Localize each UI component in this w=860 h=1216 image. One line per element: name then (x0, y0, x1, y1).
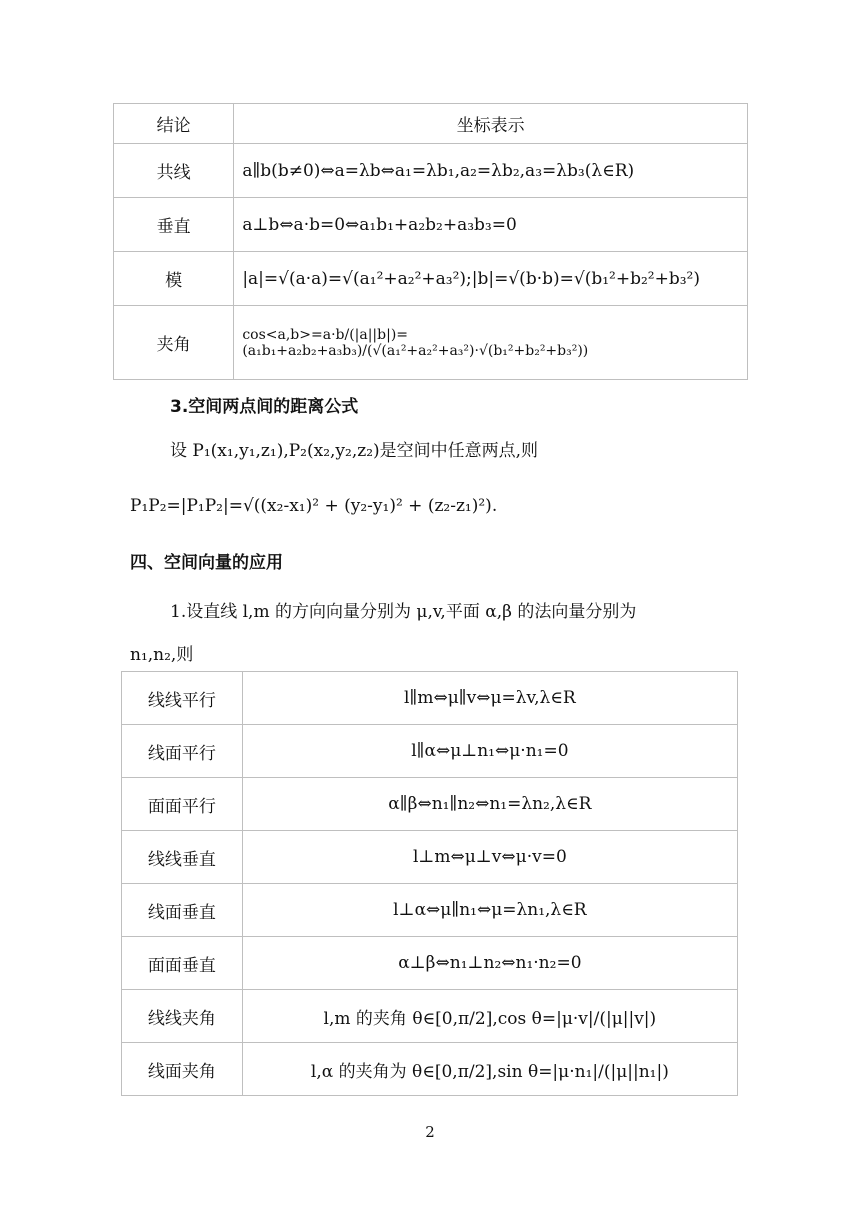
vector-application-table (121, 671, 738, 1096)
section4-title: 四、空间向量的应用 (130, 553, 283, 573)
table2-row-formula: l,α 的夹角为 θ∈[0,π/2],sin θ=|μ·n₁|/(|μ||n₁|) (242, 1043, 737, 1096)
coordinate-conclusion-table (113, 103, 748, 380)
table2-row-label: 线线夹角 (122, 990, 243, 1043)
section4-intro-line1: 1.设直线 l,m 的方向向量分别为 μ,v,平面 α,β 的法向量分别为 (170, 602, 637, 622)
table2-row-label: 线面平行 (122, 725, 243, 778)
table1-row-label: 垂直 (114, 198, 234, 252)
table2-row-formula: l∥m⇔μ∥v⇔μ=λv,λ∈R (242, 672, 737, 725)
table2-row-label: 线面夹角 (122, 1043, 243, 1096)
table2-row-label: 线线平行 (122, 672, 243, 725)
table1-row-formula: cos<a,b>=a·b/(|a||b|)=(a₁b₁+a₂b₂+a₃b₃)/(√(a₁²+a₂²+a₃²)·√(b₁²+b₂²+b₃²)) (234, 306, 748, 380)
table1-row-formula: a∥b(b≠0)⇔a=λb⇔a₁=λb₁,a₂=λb₂,a₃=λb₃(λ∈R) (234, 144, 748, 198)
table2-row-formula: l⊥m⇔μ⊥v⇔μ·v=0 (242, 831, 737, 884)
section3-intro: 设 P₁(x₁,y₁,z₁),P₂(x₂,y₂,z₂)是空间中任意两点,则 (170, 441, 539, 461)
distance-formula: P₁P₂=|P₁P₂|=√((x₂-x₁)² + (y₂-y₁)² + (z₂-z₁)²). (130, 496, 498, 516)
table1-header-conclusion: 结论 (114, 104, 234, 144)
table2-row-formula: α⊥β⇔n₁⊥n₂⇔n₁·n₂=0 (242, 937, 737, 990)
section4-intro-line2: n₁,n₂,则 (130, 645, 194, 665)
table2-row-formula: l∥α⇔μ⊥n₁⇔μ·n₁=0 (242, 725, 737, 778)
table1-row-label: 模 (114, 252, 234, 306)
table1-row-label: 共线 (114, 144, 234, 198)
table1-row-formula: |a|=√(a·a)=√(a₁²+a₂²+a₃²);|b|=√(b·b)=√(b₁²+b₂²+b₃²) (234, 252, 748, 306)
table2-row-formula: l⊥α⇔μ∥n₁⇔μ=λn₁,λ∈R (242, 884, 737, 937)
table1-row-formula: a⊥b⇔a·b=0⇔a₁b₁+a₂b₂+a₃b₃=0 (234, 198, 748, 252)
section3-title: 3.空间两点间的距离公式 (170, 397, 359, 417)
table2-row-label: 面面平行 (122, 778, 243, 831)
table1-header-coordinate: 坐标表示 (234, 104, 748, 144)
table2-row-label: 面面垂直 (122, 937, 243, 990)
page-number: 2 (425, 1123, 435, 1141)
table2-row-formula: l,m 的夹角 θ∈[0,π/2],cos θ=|μ·v|/(|μ||v|) (242, 990, 737, 1043)
table1-row-label: 夹角 (114, 306, 234, 380)
table2-row-label: 线面垂直 (122, 884, 243, 937)
table2-row-formula: α∥β⇔n₁∥n₂⇔n₁=λn₂,λ∈R (242, 778, 737, 831)
table2-row-label: 线线垂直 (122, 831, 243, 884)
